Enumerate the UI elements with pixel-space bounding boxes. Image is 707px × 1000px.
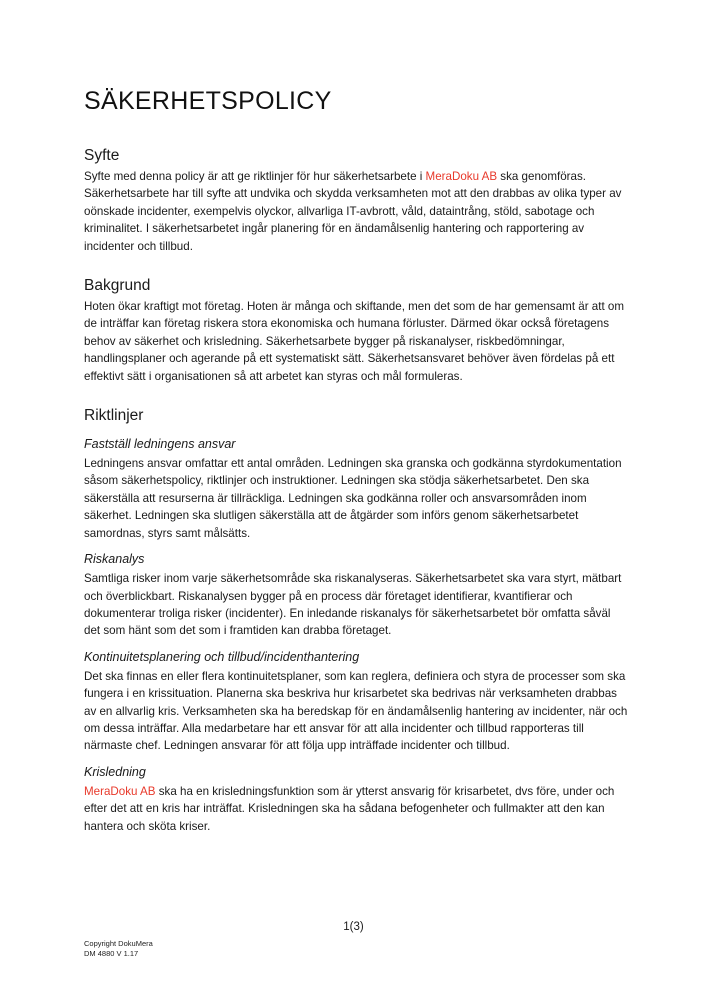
- paragraph-bakgrund: Hoten ökar kraftigt mot företag. Hoten är många och skiftande, men det som de har gemensamt är att om de inträffar kan företag riskera stora ekonomiska och humana förluster. Därmed ökar också företagens behov av säkerhet och krisledning. Säkerhetsarbete bygger på riskanalyser, riskbedömningar, handlingsplaner och agerande på ett systematiskt sätt. Säkerhetsansvaret behöver även fördelas på ett effektivt sätt i organisationen så att arbetet kan styras och mål formuleras.: [84, 300, 625, 383]
- section-heading-bakgrund: Bakgrund: [84, 277, 151, 295]
- section-heading-riktlinjer: Riktlinjer: [84, 407, 144, 425]
- subsection-krisledning: [84, 765, 629, 835]
- subsection-heading: Fastställ ledningens ansvar: [84, 437, 236, 452]
- document-id: DM 4880 V 1.17: [84, 949, 139, 958]
- subsection-heading: Kontinuitetsplanering och tillbud/incidenthantering: [84, 649, 360, 664]
- subsection-kontinuitet: [84, 650, 629, 755]
- paragraph-kontinuitet: Det ska finnas en eller flera kontinuitetsplaner, som kan reglera, definiera och styra de processer som ska fungera i en krissituation. Planerna ska beskriva hur krisarbetet ska bedrivas när verksamheten drabbas av en allvarlig kris. Verksamheten ska ha beredskap för en ändamålsenlig hantering av incidenter, när och om dessa inträffar. Alla medarbetare har ett ansvar för att alla incidenter och tillbud rapporteras till närmaste chef. Ledningen ansvarar för att följa upp inträffade incidenter och tillbud.: [84, 669, 628, 753]
- document-title: SÄKERHETSPOLICY: [84, 87, 332, 115]
- paragraph-syfte: [84, 168, 629, 255]
- section-riktlinjer: [84, 407, 629, 835]
- page-number: 1(3): [343, 921, 364, 933]
- paragraph-riskanalys: Samtliga risker inom varje säkerhetsområde ska riskanalyseras. Säkerhetsarbetet ska vara styrt, mätbart och överblickbart. Riskanalysen bygger på en process där företaget identifierar, kvantifierar och dokumenterar troliga risker (incidenter). En inledande riskanalys för säkerhetsarbetet bör omfatta såväl det som hänt som det som i framtiden kan drabba företaget.: [84, 572, 622, 638]
- subsection-riskanalys: [84, 552, 629, 640]
- paragraph-ledningens-ansvar: Ledningens ansvar omfattar ett antal områden. Ledningen ska granska och godkänna styrdokumentation såsom säkerhetspolicy, riktlinjer och instruktioner. Ledningen ska stödja säkerhetsarbetet. Den ska säkerställa att resurserna är tillräckliga. Ledningen ska godkänna roller och ansvarsområden inom säkerhet. Ledningen ska slutligen säkerställa att de åtgärder som införs genom säkerhetsarbetet samordnas, styrs samt målsätts.: [84, 457, 622, 540]
- subsection-heading: Krisledning: [84, 764, 146, 779]
- paragraph-text: ska genomföras. Säkerhetsarbete har till syfte att undvika och skydda verksamheten mot att den drabbas av olika typer av oönskade incidenter, exempelvis olyckor, allvarliga IT-avbrott, våld, dataintrång, stöld, sabotage och kriminalitet. I säkerhetsarbetet ingår planering för en ändamålsenlig hantering och rapportering av incidenter och tillbud.: [84, 170, 622, 253]
- section-syfte: [84, 147, 629, 255]
- paragraph-krisledning: [84, 783, 629, 835]
- section-heading-syfte: Syfte: [84, 147, 120, 164]
- subsection-heading: Riskanalys: [84, 552, 145, 567]
- paragraph-text: ska ha en krisledningsfunktion som är ytterst ansvarig för krisarbetet, dvs före, under och efter det att en kris har inträffat. Krisledningen ska ha sådana befogenheter och fullmakter att den kan hantera och sköta kriser.: [84, 784, 615, 833]
- company-name: MeraDoku AB: [84, 784, 156, 798]
- company-name: MeraDoku AB: [425, 170, 498, 183]
- footer: [84, 939, 153, 959]
- document-body: [84, 147, 629, 845]
- paragraph-text: Syfte med denna policy är att ge riktlinjer för hur säkerhetsarbete i: [84, 170, 426, 183]
- subsection-ledningens-ansvar: [84, 437, 629, 542]
- section-bakgrund: [84, 277, 629, 385]
- copyright-text: Copyright DokuMera: [84, 939, 153, 948]
